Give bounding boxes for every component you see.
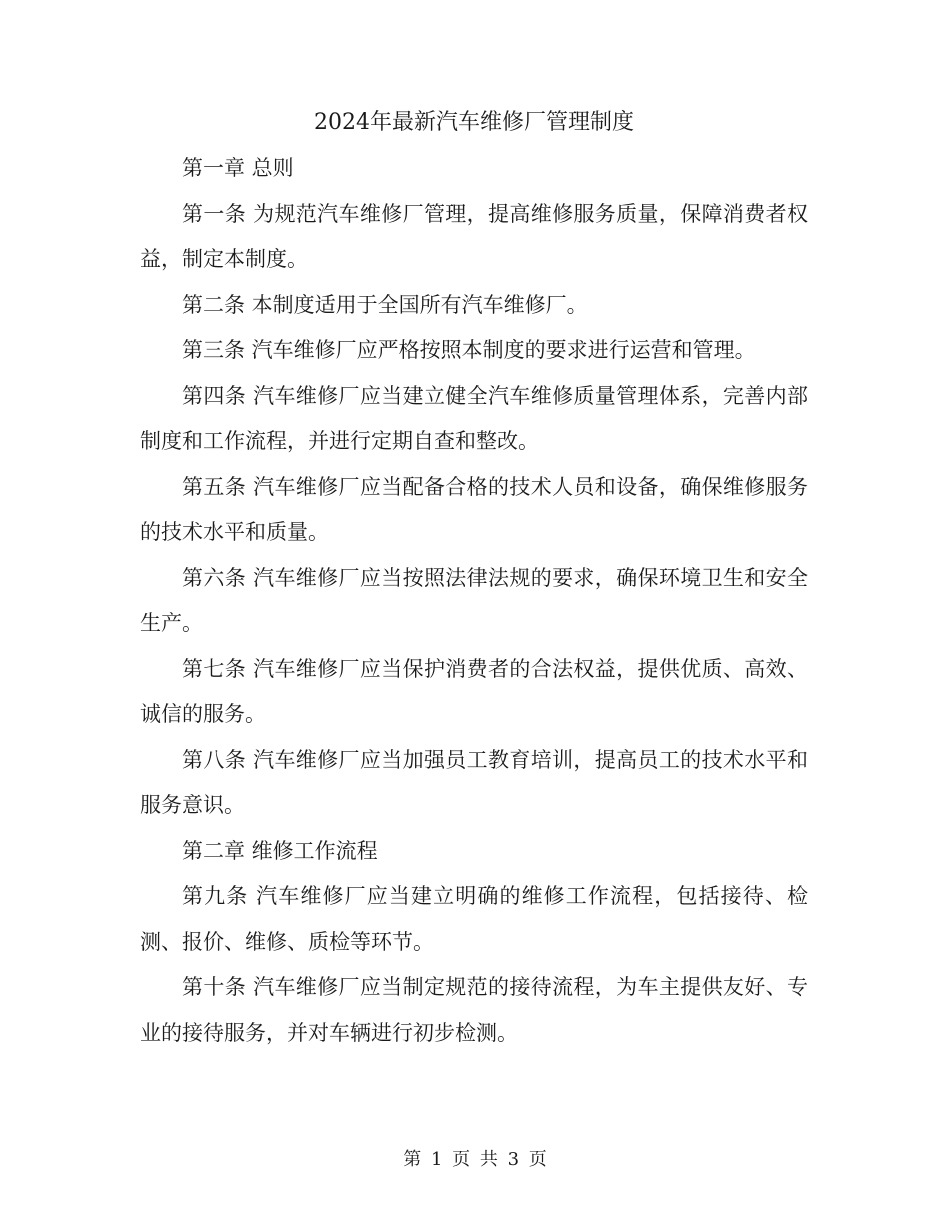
article-paragraph: 第九条 汽车维修厂应当建立明确的维修工作流程，包括接待、检测、报价、维修、质检等环节。 bbox=[140, 884, 808, 954]
chapter-heading: 第一章 总则 bbox=[182, 156, 294, 180]
article-paragraph: 第二条 本制度适用于全国所有汽车维修厂。 bbox=[182, 292, 588, 317]
article-paragraph: 第十条 汽车维修厂应当制定规范的接待流程，为车主提供友好、专业的接待服务，并对车辆进行初步检测。 bbox=[140, 975, 808, 1045]
chapter-heading: 第二章 维修工作流程 bbox=[182, 838, 378, 863]
article-paragraph: 第六条 汽车维修厂应当按照法律法规的要求，确保环境卫生和安全生产。 bbox=[140, 565, 808, 635]
document-title: 2024年最新汽车维修厂管理制度 bbox=[314, 110, 634, 135]
article-paragraph: 第五条 汽车维修厂应当配备合格的技术人员和设备，确保维修服务的技术水平和质量。 bbox=[140, 474, 808, 544]
document-body bbox=[140, 100, 808, 1056]
article-paragraph: 第三条 汽车维修厂应严格按照本制度的要求进行运营和管理。 bbox=[182, 338, 756, 362]
article-paragraph: 第一条 为规范汽车维修厂管理，提高维修服务质量，保障消费者权益，制定本制度。 bbox=[140, 201, 808, 271]
article-paragraph: 第八条 汽车维修厂应当加强员工教育培训，提高员工的技术水平和服务意识。 bbox=[140, 747, 808, 817]
article-paragraph: 第七条 汽车维修厂应当保护消费者的合法权益，提供优质、高效、诚信的服务。 bbox=[140, 656, 808, 726]
page-number-footer: 第 1 页 共 3 页 bbox=[403, 1149, 547, 1170]
article-paragraph: 第四条 汽车维修厂应当建立健全汽车维修质量管理体系，完善内部制度和工作流程，并进行定期自查和整改。 bbox=[140, 383, 808, 453]
